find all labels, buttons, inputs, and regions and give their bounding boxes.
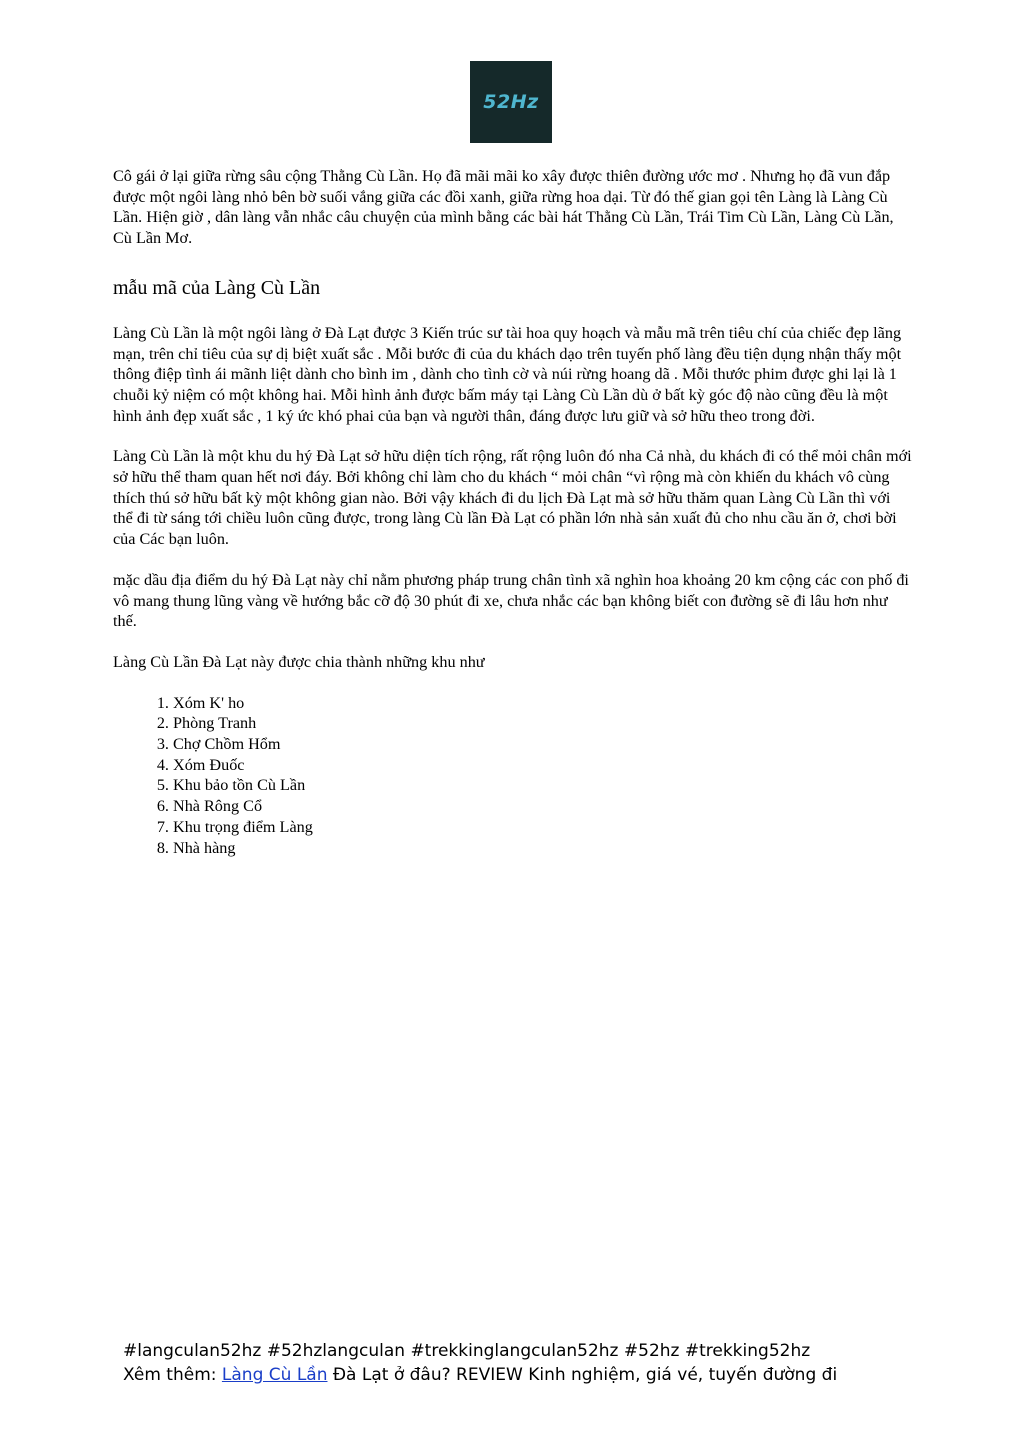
- paragraph-area: Làng Cù Lần là một khu du hý Đà Lạt sở hữu diện tích rộng, rất rộng luôn đó nha Cả nhà, du khách đi có thể mỏi chân mới sở hữu thể tham quan hết nơi đáy. Bởi không chỉ làm cho du khách “ mỏi chân “vì rộng mà còn khiến du khách vô cùng thích thú sở hữu bất kỳ một không gian nào. Bởi vậy khách đi du lịch Đà Lạt mà sở hữu thăm quan Làng Cù Lần thì với thể đi từ sáng tới chiều luôn cũng được, trong làng Cù lần Đà Lạt có phần lớn nhà sản xuất đủ cho nhu cầu ăn ở, chơi bời của Các bạn luôn.: [113, 447, 912, 549]
- list-item: 6. Nhà Rông Cổ: [173, 796, 913, 817]
- list-item: 2. Phòng Tranh: [173, 713, 913, 734]
- section-heading: mẫu mã của Làng Cù Lần: [113, 276, 321, 299]
- see-more-suffix: Đà Lạt ở đâu? REVIEW Kinh nghiệm, giá vé, tuyến đường đi: [327, 1365, 838, 1385]
- article-body: [113, 166, 913, 858]
- logo-text: 52Hz: [483, 91, 539, 113]
- see-more-line: [123, 1363, 903, 1387]
- list-item: 7. Khu trọng điểm Làng: [173, 817, 913, 838]
- paragraph-areas-intro: Làng Cù Lần Đà Lạt này được chia thành những khu như: [113, 652, 485, 671]
- brand-logo: [470, 61, 552, 143]
- paragraph-design: Làng Cù Lần là một ngôi làng ở Đà Lạt được 3 Kiến trúc sư tài hoa quy hoạch và mẫu mã trên tiêu chí của chiếc đẹp lãng mạn, trên chỉ tiêu của sự dị biệt xuất sắc . Mỗi bước đi của du khách dạo trên tuyến phố làng đều tiện dụng nhận thấy một thông điệp tình ái mãnh liệt dành cho bình im , dành cho tình cờ và núi rừng hoang dã . Mỗi thước phim được ghi lại là 1 chuỗi kỷ niệm có một không hai. Mỗi hình ảnh được bấm máy tại Làng Cù Lần dù ở bất kỳ góc độ nào cũng đều là một hình ảnh đẹp xuất sắc , 1 ký ức khó phai của bạn và người thân, đáng được lưu giữ và sở hữu theo trong đời.: [113, 323, 902, 425]
- list-item: 5. Khu bảo tồn Cù Lần: [173, 775, 913, 796]
- list-item: 1. Xóm K' ho: [173, 693, 913, 714]
- see-more-prefix: Xêm thêm:: [123, 1365, 222, 1385]
- list-item: 4. Xóm Đuốc: [173, 755, 913, 776]
- intro-paragraph: Cô gái ở lại giữa rừng sâu cộng Thằng Cù Lần. Họ đã mãi mãi ko xây được thiên đường ước mơ . Nhưng họ đã vun đắp được một ngôi làng nhỏ bên bờ suối vắng giữa các đồi xanh, giữa rừng hoa dại. Từ đó thế gian gọi tên Làng là Làng Cù Lần. Hiện giờ , dân làng vẫn nhắc câu chuyện của mình bằng các bài hát Thằng Cù Lần, Trái Tim Cù Lần, Làng Cù Lần, Cù Lần Mơ.: [113, 167, 894, 248]
- page-footer: [123, 1339, 903, 1387]
- areas-list: [113, 693, 913, 859]
- paragraph-location: mặc dầu địa điểm du hý Đà Lạt này chỉ nằm phương pháp trung chân tình xã nghìn hoa khoảng 20 km cộng các con phố đi vô mang thung lũng vàng về hướng bắc cỡ độ 30 phút đi xe, chưa nhắc các bạn không biết con đường sẽ đi lâu hơn như thế.: [113, 570, 909, 631]
- list-item: 8. Nhà hàng: [173, 838, 913, 859]
- list-item: 3. Chợ Chồm Hổm: [173, 734, 913, 755]
- lang-cu-lan-link[interactable]: Làng Cù Lần: [221, 1365, 328, 1385]
- hashtags: #langculan52hz #52hzlangculan #trekkinglangculan52hz #52hz #trekking52hz: [123, 1341, 811, 1361]
